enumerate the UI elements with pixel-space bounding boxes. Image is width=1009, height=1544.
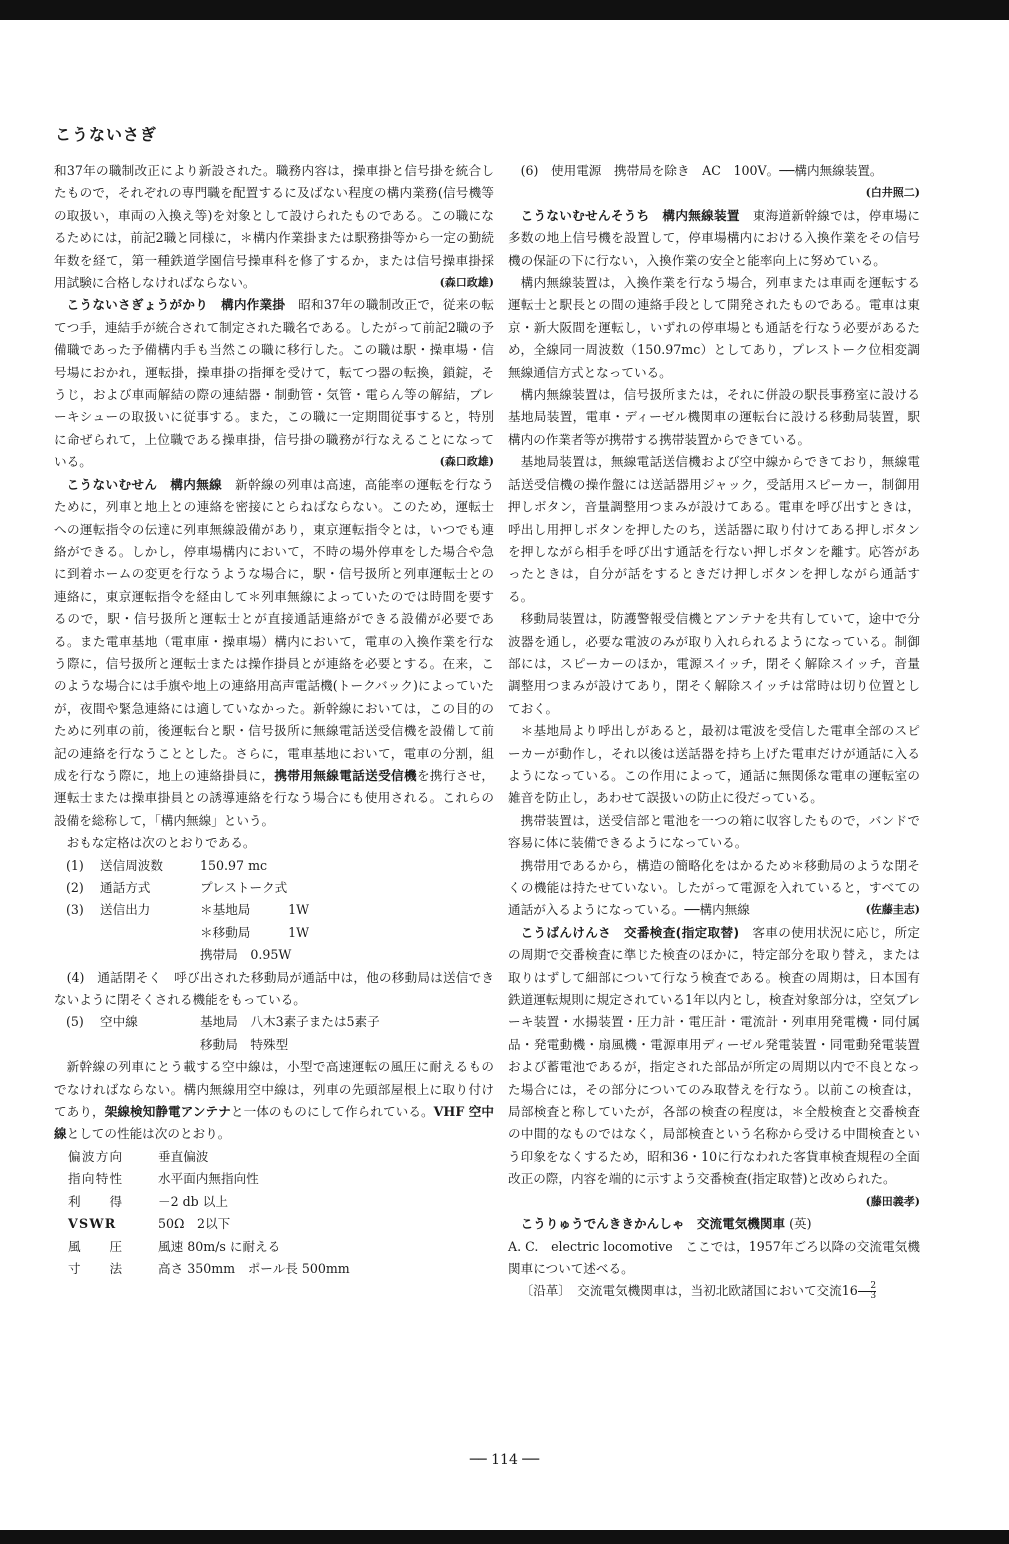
entry-koubankensa: こうばんけんさ 交番検査(指定取替) 客車の使用状況に応じ，所定の周期で交番検査に準じた検査のほかに，特定部分を取り替え，または取りはずして細部について行なう検査である。検査の周期は，日本国有鉄道運転規則に規定されている1年以内とし，検査対象部分は，空気ブレーキ装置・水揚装置・圧力計・電圧計・電流計・列車用発電機・同付属品・発電動機・扇風機・電源車用ディーゼル発電装置・同電動発電装置および蓄電池であるが，指定された部品が所定の周期以内で不良となった場合には，その部分についてのみ取替えを行なう。以前この検査は，局部検査と称していたが，各部の検査の程度は，＊全般検査と交番検査の中間的なものではなく，局部検査という名称から受ける中間検査という印象をなくするため，昭和36・10に行なわれた客貨車検査規程の全面改正の際，内容を端的に示すよう交番検査(指定取替)と改められた。 (藤田義孝) (508, 922, 920, 1191)
paragraph: 携帯装置は，送受信部と電池を一つの箱に収容したもので，バンドで容易に体に装備できるようになっている。 (508, 812, 920, 851)
table-row: 指向特性 水平面内無指向性 (68, 1171, 259, 1187)
entry-heading: こうないむせん 構内無線 (66, 476, 223, 492)
spec-row: (6) 使用電源 携帯局を除き AC 100V。──構内無線装置。 (白井照二) (508, 160, 920, 182)
paragraph: 新幹線の列車にとう載する空中線は，小型で高速運転の風圧に耐えるものでなければならない。構内無線用空中線は，列車の先頭部屋根上に取り付けてあり，架線検知静電アンテナと一体のものにして作られている。VHF 空中線としての性能は次のとおり。 (54, 1059, 494, 1142)
spec-subrow: ＊移動局 1W (200, 924, 310, 940)
paragraph: 基地局装置は，無線電話送信機および空中線からできており，無線電話送受信機の操作盤には送話器用ジャック，受話用スピーカー，制御用押しボタン，音量調整用つまみが設けてある。電車を呼び出すときは，呼出し用押しボタンを押したのち，送話器に取り付けてある押しボタンを押しながら相手を呼び出す通話を行ない押しボタンを離す。応答があったときは，自分が話をするときだけ押しボタンを押しながら通話する。 (508, 454, 920, 604)
spec-subrow: 携帯局 0.95W (200, 947, 292, 963)
paragraph: 構内無線装置は，入換作業を行なう場合，列車または車両を運転する運転士と駅長との間の連絡手段として開発されたものである。電車は東京・新大阪間を運転し，いずれの停車場とも通話を行なう必要があるため，全線同一周波数（150.97mc）としてあり，プレストーク位相変調無線通信方式となっている。 (508, 275, 920, 380)
entry-kounaisagyougakari: こうないさぎょうがかり 構内作業掛 昭和37年の職制改正で，従来の転てつ手，連結手が統合されて制定された職名である。したがって前記2職の予備職であった予備構内手も当然この職に移行した。この職は駅・操車場・信号場におかれ，運転掛，操車掛の指揮を受けて，転てつ器の転換，鎖錠，そうじ，および車両解結の際の連結器・制動管・気管・電らん等の解結，ブレーキシューの取扱いに従事する。また，この職に一定期間従事すると，特別に命ぜられて，上位職である操車掛，信号掛の職務が行なえることになっている。 (森口政雄) (54, 294, 494, 473)
entry-heading: こうばんけんさ 交番検査(指定取替) (520, 924, 740, 940)
entry-kouryuudenkikikansha: こうりゅうでんききかんしゃ 交流電気機関車 (英) (520, 1216, 812, 1232)
author: (白井照二) (865, 186, 920, 200)
paragraph: 移動局装置は，防護警報受信機とアンテナを共有していて，途中で分波器を通し，必要な電波のみが取り入れられるようになっている。制御部には，スピーカーのほか，電源スイッチ，閉そく解除スイッチ，音量調整用つまみが設けてあり，閉そく解除スイッチは常時は切り位置としておく。 (508, 611, 920, 716)
paragraph: 〔沿革〕 交流電気機関車は，当初北欧諸国において交流16 $\frac{2}{3}$ (520, 1281, 877, 1302)
paragraph: 和37年の職制改正により新設された。職務内容は，操車掛と信号掛を統合したもので，それぞれの専門職を配置するに及ばない程度の構内業務(信号機等の取扱い，車両の入換え等)を対象として設けられたものである。この職になるためには，前記2職と同様に，＊構内作業掛または駅務掛等から一定の勤続年数を経て，第一種鉄道学園信号操車科を修了するか，または信号操車掛採用試験に合格しなければならない。 (森口政雄) (54, 160, 494, 294)
page-header: こうないさぎ (55, 125, 158, 144)
table-row: 寸 法 高さ 350mm ポール長 500mm (68, 1260, 350, 1276)
page-number: ── 114 ── (469, 1452, 540, 1468)
entry-heading: こうないさぎょうがかり 構内作業掛 (66, 297, 286, 313)
paragraph: 構内無線装置は，信号扱所または，それに併設の駅長事務室に設ける基地局装置，電車・ディーゼル機関車の運転台に設ける移動局装置，駅構内の作業者等が携帯する携帯装置からできている。 (508, 387, 920, 447)
bottom-border (0, 1530, 1009, 1544)
table-row: 風 圧 風速 80m/s に耐える (68, 1238, 281, 1254)
author: (藤田義孝) (865, 1194, 920, 1208)
left-column (54, 160, 494, 1280)
entry-heading: こうりゅうでんききかんしゃ 交流電気機関車 (520, 1216, 786, 1232)
table-row: VSWR 50Ω 2以下 (68, 1216, 231, 1232)
author: (佐藤圭志) (865, 903, 920, 917)
table-row: 偏波方向 垂直偏波 (68, 1148, 209, 1164)
spec-row: (3) 送信出力 ＊基地局 1W (66, 902, 310, 918)
paragraph: A. C. electric locomotive ここでは，1957年ごろ以降の交流電気機関車について述べる。 (508, 1238, 920, 1276)
spec-row: (5) 空中線 基地局 八木3素子または5素子 (66, 1014, 380, 1030)
spec-subrow: 移動局 特殊型 (200, 1036, 289, 1052)
entry-kounaimusen: こうないむせん 構内無線 新幹線の列車は高速，高能率の運転を行なうために，列車と地上との連絡を密接にとらねばならない。このため，運転士への運転指令の伝達に列車無線設備があり，東京運転指令とは，いつでも連絡ができる。しかし，停車場構内において，不時の場外停車をした場合や急に到着ホームの変更を行なうような場合に，駅・信号扱所と列車運転士との連絡に，東京運転指令を経由して＊列車無線によっていたのでは時間を要するので，駅・信号扱所と運転士とが直接通話連絡ができる設備が必要である。また電車基地（電車庫・操車場）構内において，電車の入換作業を行なう際に，信号扱所と運転士または操作掛員とが連絡を必要とする。在来，このような場合には手旗や地上の連絡用高声電話機(トークバック)によっていたが，夜間や緊急連絡には適していなかった。新幹線においては，この目的のために列車の前，後運転台と駅・信号扱所に無線電話送受信機を設備して前記の連絡を行なうこととした。さらに，電車基地において，電車の分割，組成を行なう際に，地上の連絡掛員に，携帯用無線電話送受信機を携行させ，運転士または操車掛員との誘導連絡を行なう場合にも使用される。これらの設備を総称して，「構内無線」という。 (54, 476, 495, 828)
fraction: $\frac{2}{3}$ (858, 1282, 876, 1301)
author: (森口政雄) (439, 276, 494, 290)
spec-row: (2) 通話方式 プレストーク式 (66, 880, 288, 895)
paragraph: 携帯用であるから，構造の簡略化をはかるため＊移動局のような閉そくの機能は持たせていない。したがって電源を入れていると，すべての通話が入るようになっている。──構内無線 (佐藤圭志) (508, 855, 920, 922)
antenna-properties-table (68, 1146, 350, 1280)
spec-row: (1) 送信周波数 150.97 mc (66, 857, 268, 873)
spec-row: (4) 通話閉そく 呼び出された移動局が通話中は，他の移動局は送信できないように閉そくされる機能をもっている。 (54, 969, 494, 1008)
top-border (0, 0, 1009, 20)
entry-kounaimusensouchi: こうないむせんそうち 構内無線装置 東海道新幹線では，停車場に多数の地上信号機を設置して，停車場構内における入換作業をその信号機の保証の下に行ない，入換作業の安全と能率向上に努めている。 (508, 207, 921, 268)
paragraph: おもな定格は次のとおりである。 (66, 835, 256, 851)
author: (森口政雄) (439, 455, 494, 469)
table-row: 利 得 －2 db 以上 (68, 1193, 228, 1209)
right-column (508, 160, 920, 1303)
entry-heading: こうないむせんそうち 構内無線装置 (520, 207, 740, 223)
paragraph: ＊基地局より呼出しがあると，最初は電波を受信した電車全部のスピーカーが動作し，それ以後は送話器を持ち上げた電車だけが通話に入るようになっている。この作用によって，通話に無関係な電車の運転室の雑音を防止し，あわせて誤扱いの防止に役だっている。 (508, 723, 920, 806)
